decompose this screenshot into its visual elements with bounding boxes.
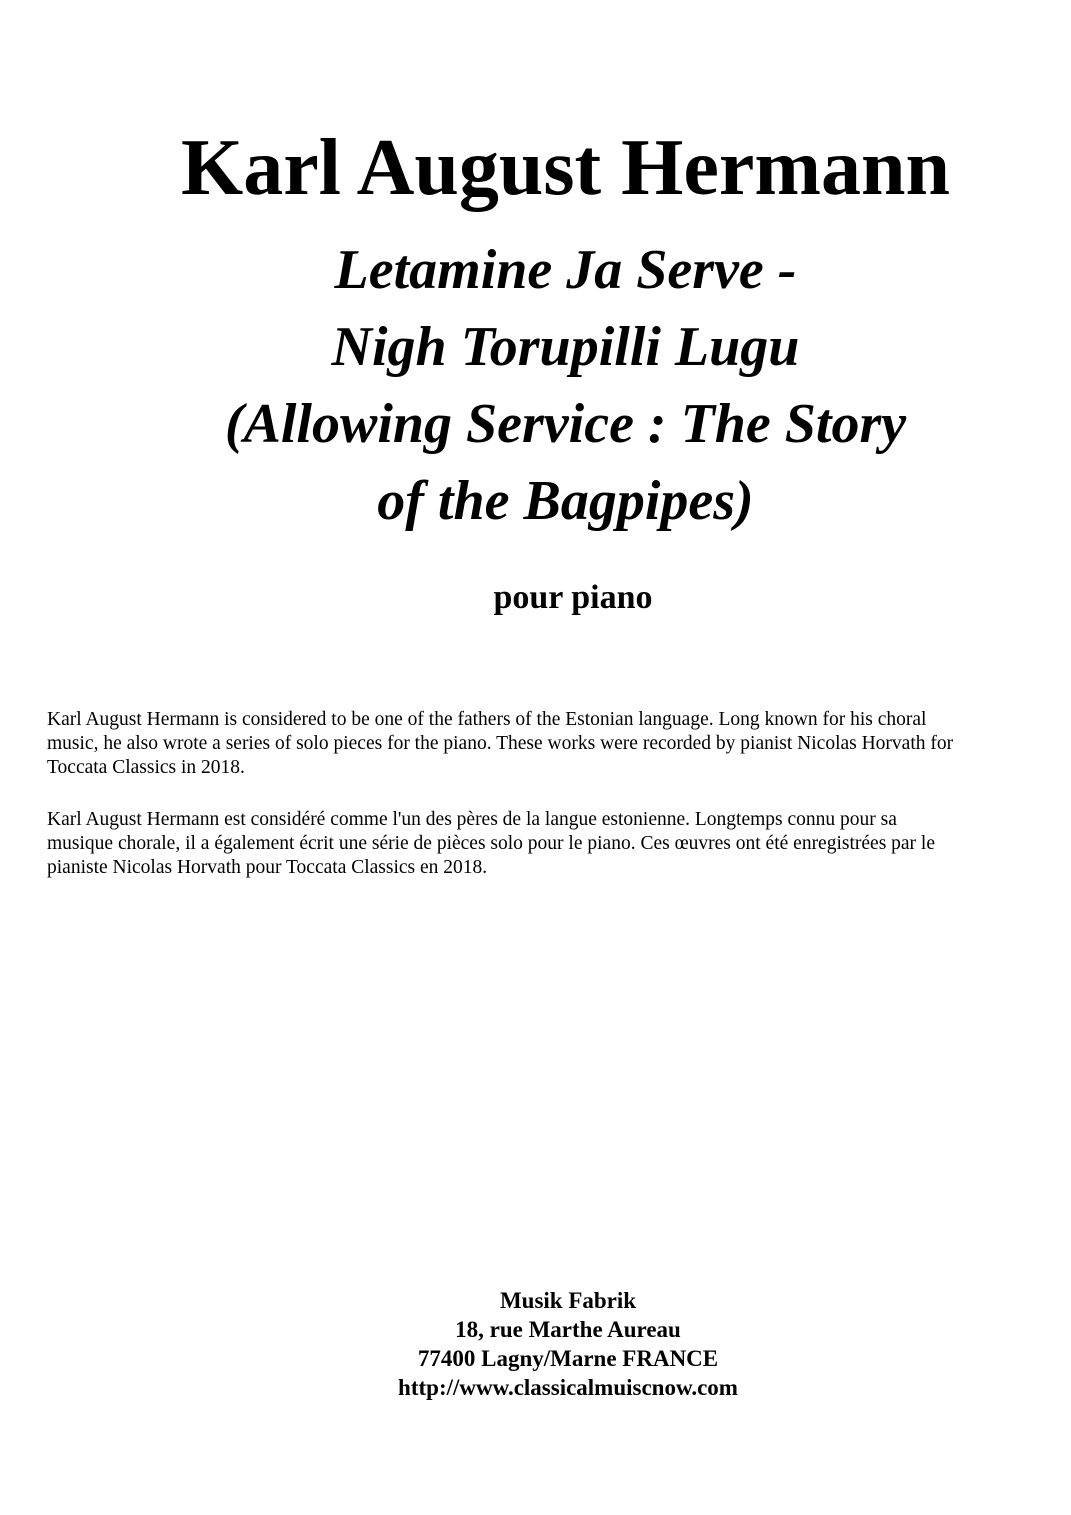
publisher-block [0, 1286, 1071, 1402]
composer-name: Karl August Hermann [181, 124, 950, 212]
instrumentation: pour piano [493, 579, 653, 616]
work-title [0, 232, 1071, 540]
title-line: (Allowing Service : The Story [224, 393, 907, 455]
description-english: Karl August Hermann is considered to be one of the fathers of the Estonian language. Long known for his choral music, he also wrote a series of solo pieces for the piano. These works were recorded by pianist Nicolas Horvath for Toccata Classics in 2018. [47, 709, 954, 778]
publisher-url: http://www.classicalmuiscnow.com [398, 1375, 738, 1400]
description-french: Karl August Hermann est considéré comme l'un des pères de la langue estonienne. Longtemps connu pour sa musique chorale, il a également écrit une série de pièces solo pour le piano. Ces œuvres ont été enregistrées par le pianiste Nicolas Horvath pour Toccata Classics en 2018. [47, 809, 936, 878]
title-line: Nigh Torupilli Lugu [331, 316, 800, 378]
title-line: of the Bagpipes) [377, 470, 754, 532]
publisher-name: Musik Fabrik [499, 1288, 637, 1313]
publisher-street: 18, rue Marthe Aureau [455, 1317, 681, 1342]
title-line: Letamine Ja Serve - [334, 239, 797, 301]
publisher-city: 77400 Lagny/Marne FRANCE [417, 1346, 719, 1371]
